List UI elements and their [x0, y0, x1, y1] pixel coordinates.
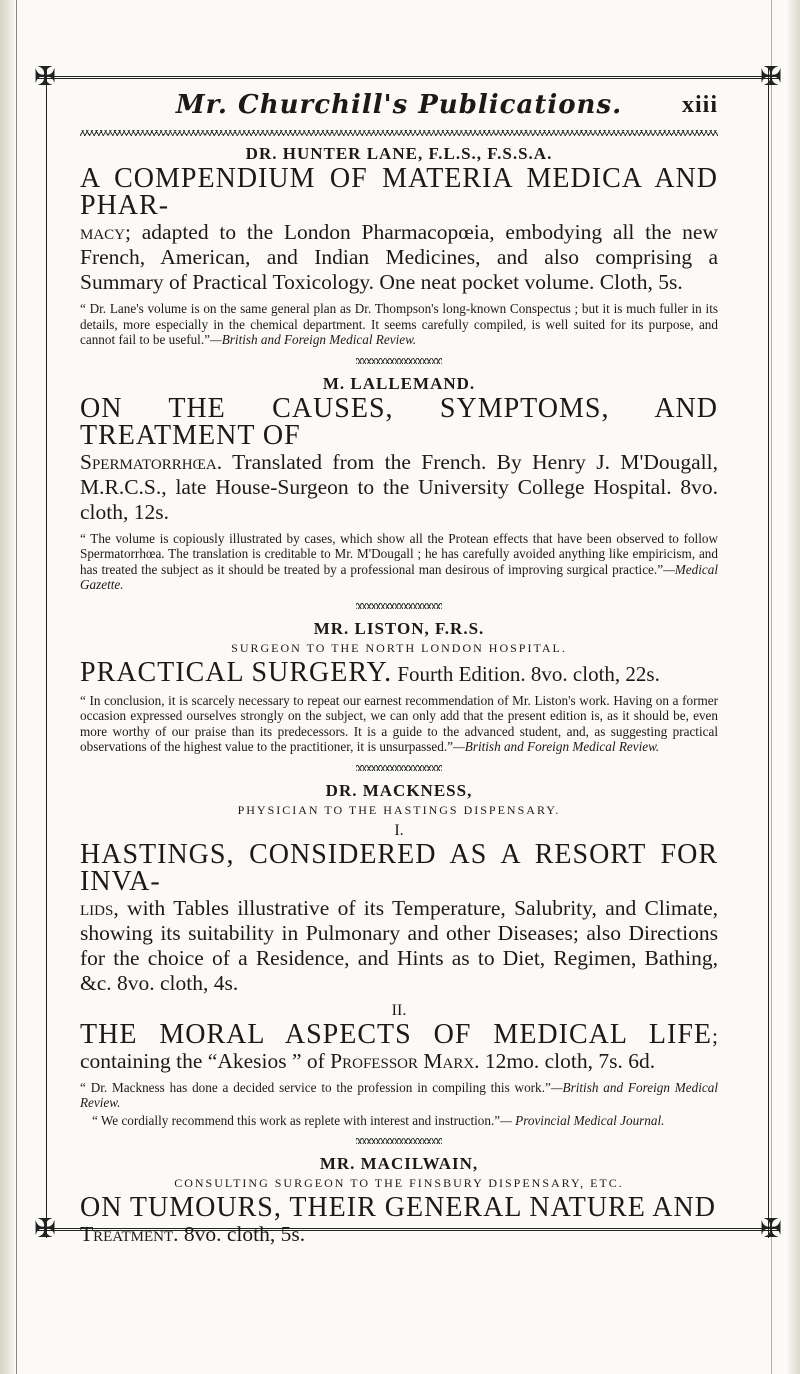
corner-ornament-icon: ✠	[760, 62, 782, 91]
review-source: — Provincial Medical Journal.	[500, 1112, 665, 1128]
page-number: xiii	[681, 92, 718, 118]
review-quote	[80, 693, 718, 755]
author-heading: DR. MACKNESS,	[325, 780, 473, 800]
entry-text	[80, 656, 718, 688]
review-text: “ The volume is copiously illustrated by cases, which show all the Protean effects that have been observed to follow Spermatorrhœa. The translation is creditable to Mr. M'Dougall ; he has carefully avoided anything like empiricism, and has treated the subject as it should be treated by a professional man desirous of improving surgical practice.”	[80, 530, 718, 577]
border-rule-right	[768, 68, 769, 1238]
entry-macilwain	[80, 1154, 718, 1247]
corner-ornament-icon: ✠	[34, 62, 56, 91]
author-position: PHYSICIAN TO THE HASTINGS DISPENSARY.	[237, 802, 561, 817]
entry-lane	[80, 144, 718, 348]
book-description-pre: ; containing the “Akesios ” of	[80, 1023, 718, 1073]
wavy-rule	[80, 130, 718, 136]
review-text: “ Dr. Lane's volume is on the same general plan as Dr. Thompson's long-known Conspectus ; but it is much fuller in its details, more especially in the chemical department. It seems carefully compiled, is well suited for its purpose, and cannot fail to be useful.”	[80, 301, 718, 347]
review-text: “ We cordially recommend this work as replete with interest and instruction.”	[92, 1112, 501, 1128]
entry-mackness	[80, 781, 718, 1129]
book-description: , with Tables illustrative of its Temperature, Salubrity, and Climate, showing its suitability in Pulmonary and other Diseases; also Directions for the choice of a Residence, and Hints as to Diet, Regimen, Bathing, &c. 8vo. cloth, 4s.	[80, 895, 718, 995]
book-description: Translated from the French. By Henry J. M'Dougall, M.R.C.S., late House-Surgeon to the University College Hospital. 8vo. cloth, 12s.	[80, 449, 718, 524]
item-numeral: II.	[391, 1001, 407, 1019]
wavy-rule	[356, 1138, 442, 1144]
author-heading: MR. LISTON, F.R.S.	[313, 618, 485, 638]
review-source: —British and Foreign Medical Review.	[453, 739, 660, 754]
entry-text	[80, 838, 718, 996]
review-text: “ Dr. Mackness has done a decided service to the profession in compiling this work.”	[80, 1079, 551, 1095]
book-title-continued: Treatment.	[80, 1222, 179, 1246]
review-source: —British and Foreign Medical Review.	[80, 1079, 718, 1110]
page-fold-line	[16, 0, 17, 1374]
book-title: ON TUMOURS, THEIR GENERAL NATURE AND	[80, 1192, 716, 1223]
page-content	[80, 88, 718, 1253]
book-title: A COMPENDIUM OF MATERIA MEDICA AND PHAR-	[80, 163, 718, 221]
author-heading: DR. HUNTER LANE, F.L.S., F.S.S.A.	[245, 144, 553, 163]
book-title-continued: lids	[80, 895, 114, 920]
book-title-continued: Spermatorrhœa.	[80, 449, 223, 474]
page-edge-left	[0, 0, 14, 1374]
book-title-continued: macy	[80, 220, 126, 244]
review-quote	[80, 301, 718, 348]
entry-text	[80, 163, 718, 295]
book-title: HASTINGS, CONSIDERED AS A RESORT FOR INVA-	[80, 838, 718, 897]
review-quote	[80, 531, 718, 593]
book-description: Fourth Edition. 8vo. cloth, 22s.	[392, 661, 660, 686]
review-quote	[80, 1080, 718, 1111]
author-position: CONSULTING SURGEON TO THE FINSBURY DISPENSARY, ETC.	[174, 1176, 624, 1190]
corner-ornament-icon: ✠	[34, 1214, 56, 1243]
review-source: —Medical Gazette.	[80, 561, 718, 592]
border-rule-left	[46, 68, 47, 1238]
item-numeral: I.	[394, 821, 404, 839]
running-head	[80, 88, 718, 128]
entry-liston	[80, 619, 718, 755]
wavy-rule	[356, 603, 442, 609]
wavy-rule	[356, 765, 442, 771]
book-description: ; adapted to the London Pharmacopœia, embodying all the new French, American, and Indian Medicines, and also comprising a Summary of Practical Toxicology. One neat pocket volume. Cloth, 5s.	[80, 220, 718, 294]
border-rule-top	[36, 76, 780, 79]
page-edge-right	[788, 0, 800, 1374]
entry-text	[80, 1018, 718, 1074]
book-title: PRACTICAL SURGERY.	[80, 656, 393, 688]
professor-name: Professor Marx.	[330, 1048, 480, 1073]
book-title: THE MORAL ASPECTS OF MEDICAL LIFE	[80, 1018, 713, 1050]
book-description: 12mo. cloth, 7s. 6d.	[479, 1048, 656, 1073]
book-description: 8vo. cloth, 5s.	[178, 1222, 306, 1246]
review-text: “ In conclusion, it is scarcely necessary to repeat our earnest recommendation of Mr. Liston's work. Having on a former occasion expressed ourselves strongly on the subject, we can only add that the present edition is, as it should be, even more worthy of our praise than its predecessors. It is a guide to the advanced student, and, as suggesting practical observations of the highest value to the practitioner, it is unsurpassed.”	[80, 692, 718, 754]
author-position: SURGEON TO THE NORTH LONDON HOSPITAL.	[231, 640, 567, 655]
review-quote-2	[80, 1113, 718, 1129]
entry-text	[80, 392, 718, 525]
running-head-title: Mr. Churchill's Publications.	[175, 90, 623, 120]
author-heading: MR. MACILWAIN,	[319, 1154, 479, 1173]
wavy-rule	[356, 358, 442, 364]
review-source: —British and Foreign Medical Review.	[210, 332, 417, 347]
corner-ornament-icon: ✠	[760, 1214, 782, 1243]
entry-text	[80, 1192, 718, 1247]
book-title: ON THE CAUSES, SYMPTOMS, AND TREATMENT OF	[80, 392, 718, 451]
entry-lallemand	[80, 374, 718, 593]
author-heading: M. LALLEMAND.	[322, 373, 476, 393]
